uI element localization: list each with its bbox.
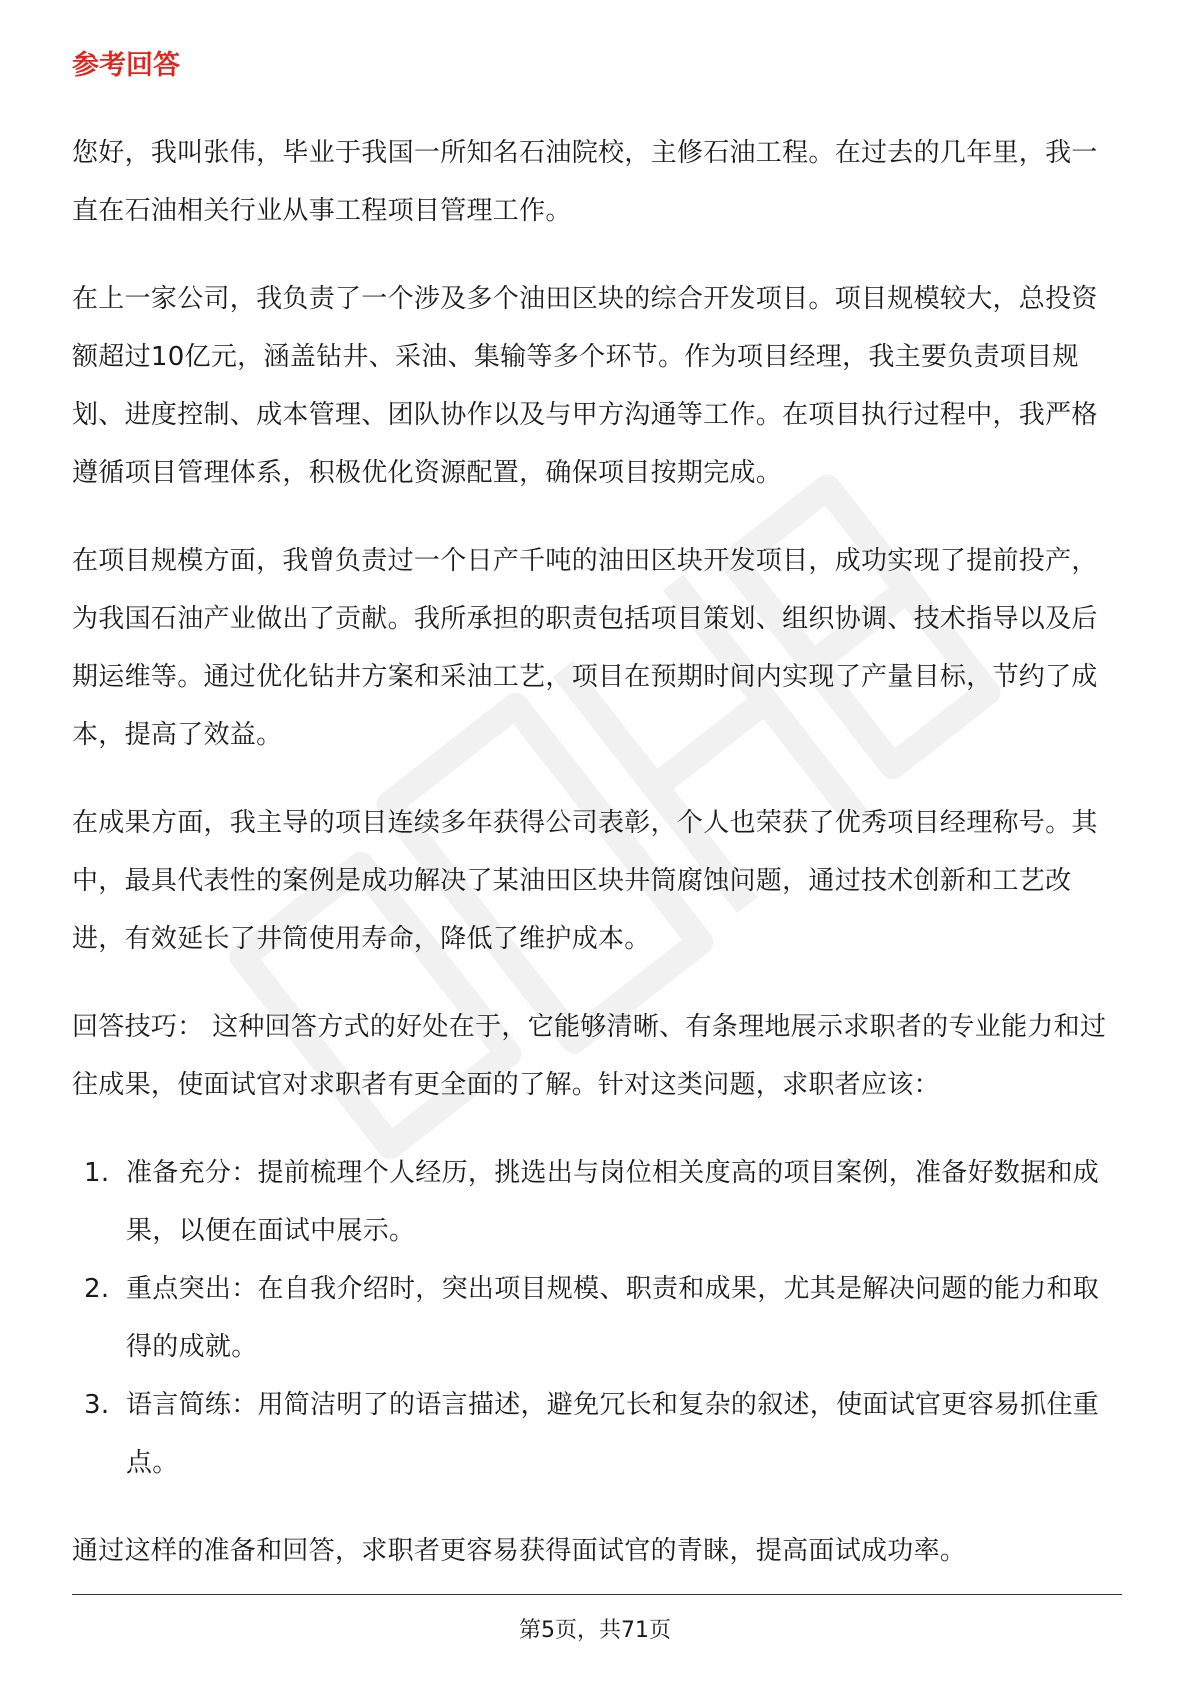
paragraph-closing: 通过这样的准备和回答，求职者更容易获得面试官的青睐，提高面试成功率。 — [72, 1536, 967, 1566]
paragraph-previous-project: 在上一家公司，我负责了一个涉及多个油田区块的综合开发项目。项目规模较大，总投资额超过10亿元，涵盖钻井、采油、集输等多个环节。作为项目经理，我主要负责项目规划、进度控制、成本管理、团队协作以及与甲方沟通等工作。在项目执行过程中，我严格遵循项目管理体系，积极优化资源配置，确保项目按期完成。 — [72, 284, 1098, 488]
list-item-number: 2. — [84, 1274, 110, 1304]
list-item-text: 准备充分：提前梳理个人经历，挑选出与岗位相关度高的项目案例，准备好数据和成果，以便在面试中展示。 — [126, 1158, 1100, 1246]
paragraph-project-scale: 在项目规模方面，我曾负责过一个日产千吨的油田区块开发项目，成功实现了提前投产，为我国石油产业做出了贡献。我所承担的职责包括项目策划、组织协调、技术指导以及后期运维等。通过优化钻井方案和采油工艺，项目在预期时间内实现了产量目标，节约了成本，提高了效益。 — [72, 546, 1098, 750]
paragraph-intro: 您好，我叫张伟，毕业于我国一所知名石油院校，主修石油工程。在过去的几年里，我一直在石油相关行业从事工程项目管理工作。 — [72, 138, 1098, 226]
footer-divider — [72, 1594, 1122, 1595]
tips-list — [72, 1144, 1122, 1492]
list-item — [72, 1144, 1122, 1260]
paragraph-achievements: 在成果方面，我主导的项目连续多年获得公司表彰，个人也荣获了优秀项目经理称号。其中，最具代表性的案例是成功解决了某油田区块井筒腐蚀问题，通过技术创新和工艺改进，有效延长了井筒使用寿命，降低了维护成本。 — [72, 808, 1098, 954]
list-item — [72, 1376, 1122, 1492]
page-number: 第5页，共71页 — [519, 1618, 671, 1643]
list-item-number: 3. — [84, 1390, 110, 1420]
document-body — [72, 46, 1122, 1610]
list-item-text: 语言简练：用简洁明了的语言描述，避免冗长和复杂的叙述，使面试官更容易抓住重点。 — [126, 1390, 1100, 1478]
section-heading: 参考回答 — [72, 50, 180, 81]
list-item-text: 重点突出：在自我介绍时，突出项目规模、职责和成果，尤其是解决问题的能力和取得的成就。 — [126, 1274, 1100, 1362]
list-item-number: 1. — [84, 1158, 110, 1188]
list-item — [72, 1260, 1122, 1376]
paragraph-answer-tips: 回答技巧： 这种回答方式的好处在于，它能够清晰、有条理地展示求职者的专业能力和过往成果，使面试官对求职者有更全面的了解。针对这类问题，求职者应该： — [72, 1012, 1107, 1100]
